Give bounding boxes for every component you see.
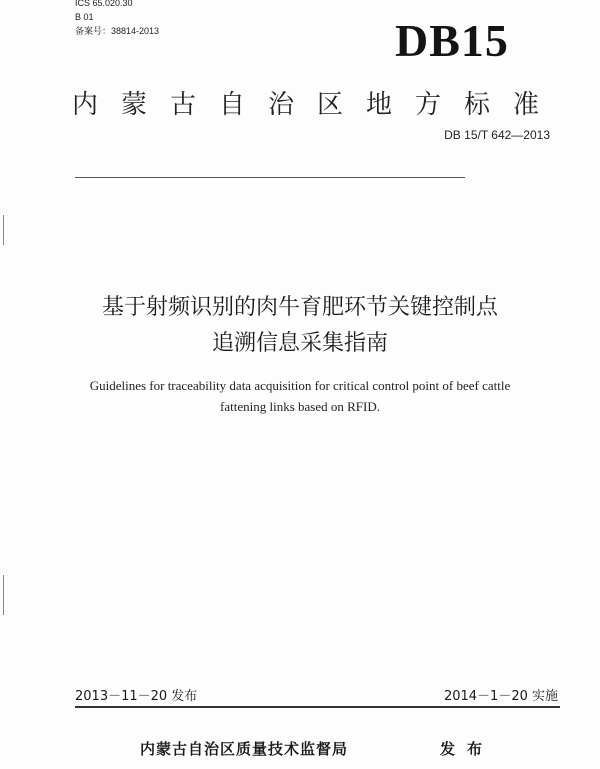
issuer-action: 发布 xyxy=(440,740,495,758)
standard-type-heading: 内蒙古自治区地方标准 xyxy=(72,90,563,120)
title-cn-line2: 追溯信息采集指南 xyxy=(211,331,388,356)
class-code: B 01 xyxy=(75,12,94,22)
implement-date: 2014－1－20 实施 xyxy=(443,689,558,704)
title-en-line2: fattening links based on RFID. xyxy=(220,399,380,414)
scan-edge-mark xyxy=(3,575,4,615)
ics-code: ICS 65.020.30 xyxy=(75,0,133,8)
scan-edge-mark xyxy=(3,215,4,245)
footer-divider xyxy=(75,706,560,708)
title-cn-line1: 基于射频识别的肉牛育肥环节关键控制点 xyxy=(101,295,498,320)
filing-number: 备案号：38814-2013 xyxy=(75,26,160,36)
issuer-name: 内蒙古自治区质量技术监督局 xyxy=(140,740,349,758)
title-en-line1: Guidelines for traceability data acquisition for critical control point of beef cattle xyxy=(89,378,511,393)
header-divider xyxy=(75,177,465,178)
publish-date: 2013－11－20 发布 xyxy=(75,689,198,704)
db-logo: DB15 xyxy=(395,15,509,66)
standard-code: DB 15/T 642—2013 xyxy=(444,128,550,142)
